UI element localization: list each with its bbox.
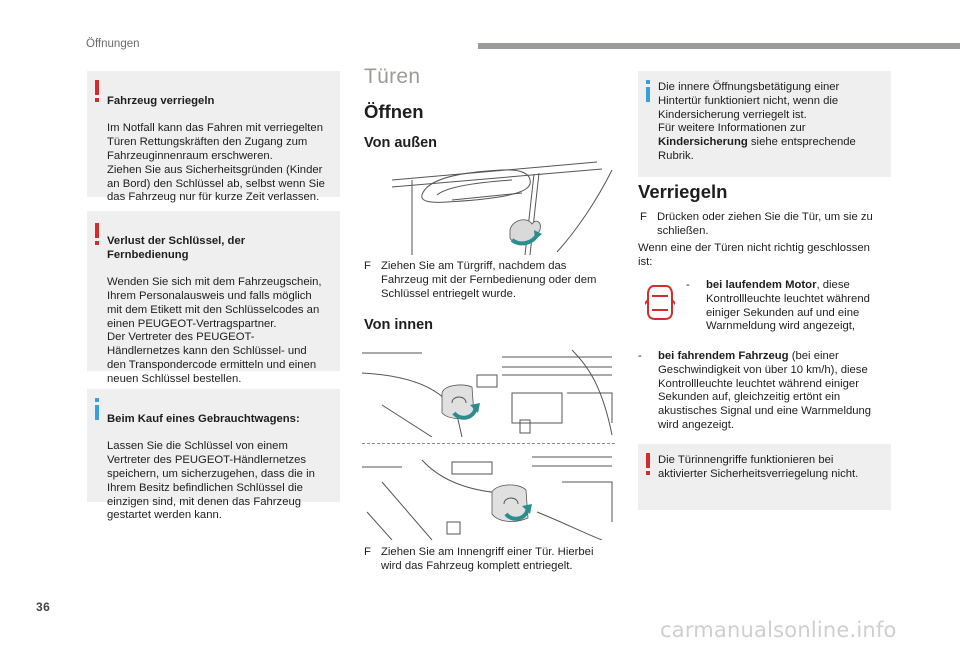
dash-marker: -	[638, 350, 642, 362]
bullet-symbol: F	[364, 546, 371, 558]
warning-box-key-loss	[87, 211, 340, 385]
warning-icon	[643, 453, 653, 475]
info-icon	[643, 80, 653, 102]
section-label: Öffnungen	[86, 38, 140, 50]
engine-running-text: , diese Kontrollleuchte leuchtet während einiger Sekunden auf und eine Warnmeldung wird angezeigt,	[706, 279, 870, 333]
lock-text: Drücken oder ziehen Sie die Tür, um sie zu schließen.	[657, 211, 873, 237]
interior-door-handle-illustration-top	[362, 345, 618, 437]
lock-instruction	[640, 211, 895, 241]
header-bar	[478, 43, 960, 49]
warning-box-deadlocking	[638, 444, 891, 510]
info-body-pre: Die innere Öffnungsbetätigung einer Hintertür funktioniert nicht, wenn die Kindersicherung verriegelt ist. Für weitere Informationen zur	[658, 81, 840, 135]
heading-lock: Verriegeln	[638, 181, 728, 202]
warning-body: Die Türinnengriffe funktionieren bei aktivierter Sicherheitsverriegelung nicht.	[658, 454, 859, 480]
warning-body: Im Notfall kann das Fahren mit verriegelten Türen Rettungskräften den Zugang zum Fahrzeuginnenraum erschweren. Ziehen Sie aus Sicherheitsgründen (Kinder an Bord) den Schlüssel ab, selbst wenn Sie das Fahrzeug nur für kurze Zeit verlassen.	[107, 122, 325, 204]
bullet-symbol: F	[364, 260, 371, 272]
engine-running-item	[686, 279, 896, 337]
inside-text: Ziehen Sie am Innengriff einer Tür. Hierbei wird das Fahrzeug komplett entriegelt.	[381, 546, 594, 572]
info-body-post: siehe entsprechende Rubrik.	[658, 136, 856, 162]
door-open-warning-light-icon	[645, 282, 675, 322]
warning-title: Fahrzeug verriegeln	[107, 94, 215, 107]
heading-outside: Von außen	[364, 135, 438, 151]
divider-dashed	[362, 443, 615, 444]
inside-instruction	[364, 546, 624, 576]
warning-box-vehicle-locking	[87, 71, 340, 204]
info-box-used-car	[87, 389, 340, 522]
driving-bold: bei fahrendem Fahrzeug	[658, 350, 789, 362]
page-number: 36	[36, 600, 51, 614]
heading-inside: Von innen	[364, 317, 434, 333]
warning-title: Verlust der Schlüssel, der Fernbedienung	[107, 234, 246, 261]
warning-icon	[92, 80, 102, 102]
warning-body: Wenden Sie sich mit dem Fahrzeugschein, Ihrem Personalausweis und falls möglich mit dem Etikett mit den Schlüsselcodes an einen PEUGEOT-Vertragspartner. Der Vertreter des PEUGEOT- Händlernetzes kann den Schlüssel- und den Transpondercode ermitteln und einen neuen Schlüssel bestellen.	[107, 276, 322, 385]
warning-icon	[92, 223, 102, 245]
info-body-bold: Kindersicherung	[658, 136, 748, 149]
driving-text: (bei einer Geschwindigkeit von über 10 km/h), diese Kontrollleuchte leuchtet während einiger Sekunden auf, gleichzeitig ertönt ein akustisches Signal und eine Warnmeldung wird angezeigt.	[658, 350, 872, 431]
bullet-symbol: F	[640, 211, 647, 223]
info-icon	[92, 398, 102, 420]
page-title: Türen	[364, 65, 421, 88]
dash-marker: -	[686, 279, 690, 291]
engine-running-bold: bei laufendem Motor	[706, 279, 817, 291]
heading-open: Öffnen	[364, 101, 424, 122]
outside-instruction	[364, 260, 624, 305]
exterior-door-handle-illustration	[362, 160, 618, 256]
driving-item	[638, 350, 896, 436]
info-title: Beim Kauf eines Gebrauchtwagens:	[107, 412, 300, 425]
watermark: carmanualsonline.info	[660, 618, 897, 642]
interior-door-handle-illustration-bottom	[362, 452, 618, 540]
outside-text: Ziehen Sie am Türgriff, nachdem das Fahrzeug mit der Fernbedienung oder dem Schlüssel entriegelt wurde.	[381, 260, 597, 300]
info-box-child-lock	[638, 71, 891, 177]
info-body: Lassen Sie die Schlüssel von einem Vertreter des PEUGEOT-Händlernetzes speichern, um sicherzugehen, dass die in Ihrem Besitz befindlichen Schlüssel die einzigen sind, mit denen das Fahrzeug gestartet werden kann.	[107, 440, 315, 522]
door-not-closed-text: Wenn eine der Türen nicht richtig geschlossen ist:	[638, 242, 870, 268]
